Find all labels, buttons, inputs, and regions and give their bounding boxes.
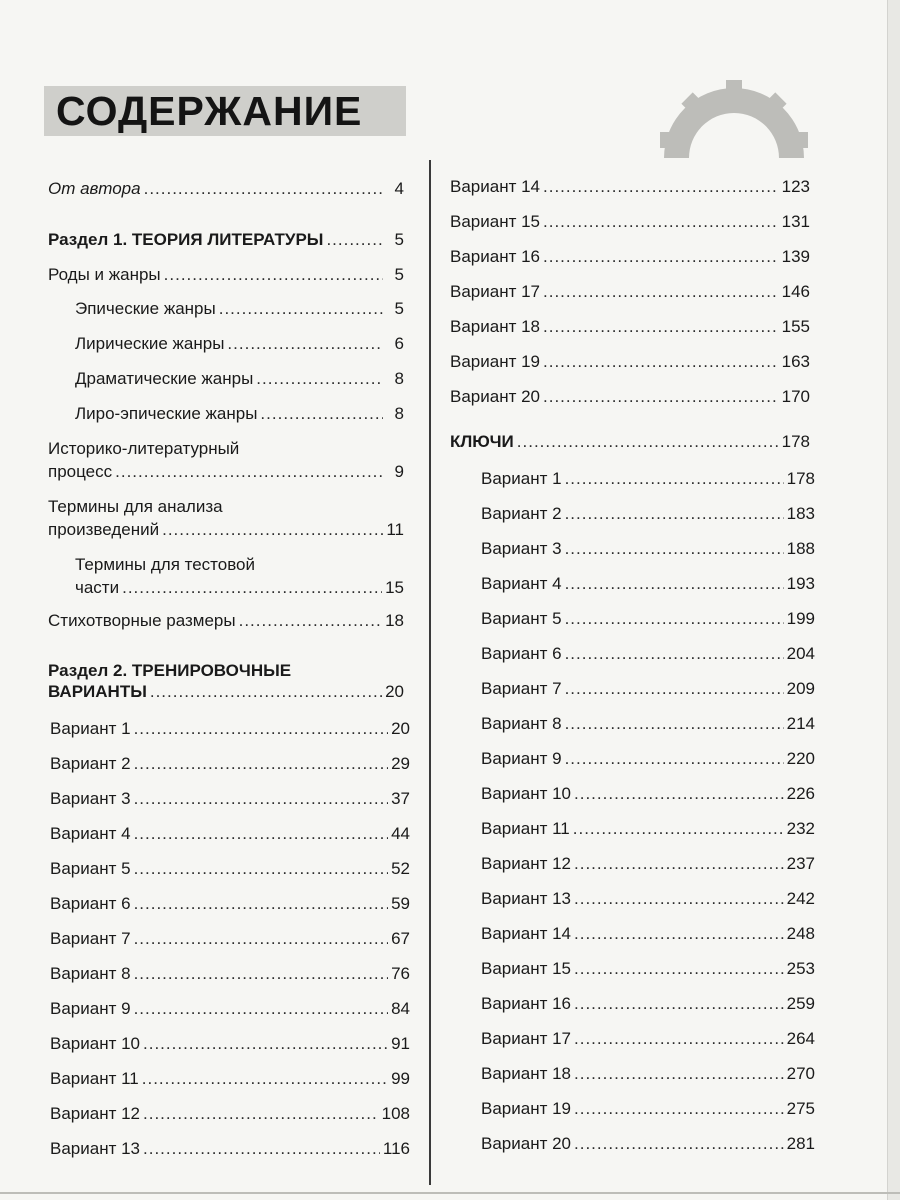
toc-entry-page-number: 199 [786,609,815,628]
toc-entry-page-number: 193 [786,574,815,593]
dot-leader [565,748,784,770]
toc-entry-key-variant-18[interactable] [481,1063,815,1085]
toc-entry-label: Вариант 8 [481,714,562,733]
toc-entry-page-number: 242 [786,889,815,908]
dot-leader [565,468,784,490]
dot-leader [134,928,389,950]
toc-entry-key-variant-3[interactable] [481,538,815,560]
dot-leader [134,998,389,1020]
toc-entry-page-number: 209 [786,679,815,698]
toc-entry-page-number: 226 [786,784,815,803]
page-edge [887,0,900,1200]
toc-entry-page-number: 270 [786,1064,815,1083]
toc-entry-terms-line1: Термины для анализа [48,497,223,516]
toc-entry-key-variant-14[interactable] [481,923,815,945]
dot-leader [574,853,784,875]
column-divider [429,160,431,1185]
page-title: СОДЕРЖАНИЕ [44,86,406,136]
toc-entry-variant-2[interactable] [450,211,810,233]
dot-leader [543,316,779,338]
dot-leader [543,176,779,198]
toc-entry-key-variant-5[interactable] [481,608,815,630]
dot-leader [543,351,779,373]
dot-leader [543,386,779,408]
gear-icon [654,78,814,158]
toc-entry-label: Вариант 19 [481,1099,572,1118]
toc-entry-label: Вариант 2 [481,504,562,523]
dot-leader [574,1028,784,1050]
toc-entry-section-2[interactable]: ВАРИАНТЫ ..... 20 [48,681,404,703]
toc-entry-variant-7[interactable] [50,928,410,950]
dot-leader [134,718,389,740]
bottom-rule [0,1192,900,1194]
toc-entry-label: Вариант 16 [450,247,541,266]
toc-entry-key-variant-4[interactable] [481,573,815,595]
toc-entry-page-number: 188 [786,539,815,558]
toc-entry-page-number: 264 [786,1029,815,1048]
toc-entry-label: Вариант 6 [50,894,131,913]
toc-entry-page-number: 52 [391,859,410,878]
toc-entry-key-variant-20[interactable] [481,1133,815,1155]
toc-entry-section-1[interactable]: Раздел 1. ТЕОРИЯ ЛИТЕРАТУРЫ ..... 5 [48,229,404,251]
toc-entry-label: Вариант 14 [481,924,572,943]
toc-entry-from-author[interactable]: От автора ..... 4 [48,178,404,200]
toc-entry-page-number: 146 [781,282,810,301]
toc-entry-history-line1: Историко-литературный [48,439,240,458]
toc-entry-page-number: 183 [786,504,815,523]
toc-entry-test-terms[interactable]: части ..... 15 [75,577,404,599]
toc-entry-page-number: 178 [786,469,815,488]
toc-entry-key-variant-8[interactable] [481,713,815,735]
dot-leader [574,1133,784,1155]
toc-entry-variant-10[interactable] [50,1033,410,1055]
toc-entry-variant-9[interactable] [50,998,410,1020]
toc-entry-page-number: 37 [391,789,410,808]
dot-leader [143,1033,388,1055]
toc-entry-page-number: 248 [786,924,815,943]
toc-entry-meters[interactable]: Стихотворные размеры ..... 18 [48,610,404,632]
dot-leader [134,963,389,985]
toc-entry-page-number: 76 [391,964,410,983]
toc-entry-variant-3[interactable] [450,246,810,268]
toc-entry-label: Вариант 8 [50,964,131,983]
toc-entry-variant-5[interactable] [50,858,410,880]
toc-entry-page-number: 108 [381,1104,410,1123]
dot-leader [134,893,389,915]
dot-leader [543,281,779,303]
toc-entry-page-number: 67 [391,929,410,948]
toc-entry-page-number: 123 [781,177,810,196]
dot-leader [143,1138,380,1160]
dot-leader [565,643,784,665]
dot-leader [565,678,784,700]
toc-entry-variant-3[interactable] [50,788,410,810]
dot-leader [573,818,784,840]
toc-entry-page-number: 220 [786,749,815,768]
toc-entry-page-number: 237 [786,854,815,873]
toc-entry-lyroepic[interactable]: Лиро-эпические жанры ..... 8 [75,403,404,425]
toc-entry-label: Вариант 7 [50,929,131,948]
toc-entry-page-number: 139 [781,247,810,266]
toc-entry-page-number: 163 [781,352,810,371]
toc-entry-label: Вариант 20 [450,387,541,406]
toc-entry-section-2-line1: Раздел 2. ТРЕНИРОВОЧНЫЕ [48,661,292,680]
toc-entry-variant-13[interactable] [50,1138,410,1160]
toc-entry-history[interactable]: процесс ..... 9 [48,461,404,483]
toc-entry-key-variant-1[interactable] [481,468,815,490]
toc-entry-page-number: 259 [786,994,815,1013]
toc-entry-variant-7[interactable] [450,386,810,408]
toc-entry-page-number: 170 [781,387,810,406]
toc-entry-label: Вариант 14 [450,177,541,196]
toc-entry-label: Вариант 1 [481,469,562,488]
toc-entry-label: Вариант 6 [481,644,562,663]
dot-leader [134,788,389,810]
toc-entry-key-variant-17[interactable] [481,1028,815,1050]
toc-entry-page-number: 99 [391,1069,410,1088]
toc-entry-variant-1[interactable] [50,718,410,740]
dot-leader [565,573,784,595]
toc-entry-page-number: 253 [786,959,815,978]
dot-leader [574,993,784,1015]
dot-leader [574,1098,784,1120]
toc-entry-label: Вариант 7 [481,679,562,698]
toc-entry-label: Вариант 13 [50,1139,141,1158]
toc-entry-label: Вариант 18 [481,1064,572,1083]
toc-entry-label: Вариант 13 [481,889,572,908]
toc-entry-label: Вариант 10 [481,784,572,803]
toc-entry-label: Вариант 17 [450,282,541,301]
toc-entry-genres[interactable]: Роды и жанры ..... 5 [48,264,404,286]
toc-entry-page-number: 91 [391,1034,410,1053]
toc-entry-label: Вариант 12 [481,854,572,873]
toc-entry-variant-11[interactable] [50,1068,410,1090]
toc-entry-key-variant-12[interactable] [481,853,815,875]
toc-entry-page-number: 29 [391,754,410,773]
toc-entry-variant-12[interactable] [50,1103,410,1125]
toc-entry-page-number: 131 [781,212,810,231]
toc-entry-label: Вариант 9 [50,999,131,1018]
dot-leader [565,713,784,735]
toc-entry-label: Вариант 18 [450,317,541,336]
toc-entry-key-variant-19[interactable] [481,1098,815,1120]
toc-entry-key-variant-6[interactable] [481,643,815,665]
dot-leader [143,1103,379,1125]
toc-entry-key-variant-11[interactable] [481,818,815,840]
toc-entry-label: Вариант 9 [481,749,562,768]
dot-leader [134,823,389,845]
toc-entry-label: Вариант 4 [50,824,131,843]
toc-entry-label: Вариант 11 [481,819,570,838]
dot-leader [574,958,784,980]
toc-entry-variant-8[interactable] [50,963,410,985]
dot-leader [574,1063,784,1085]
dot-leader [543,246,779,268]
toc-entry-label: Вариант 17 [481,1029,572,1048]
toc-entry-label: Вариант 11 [50,1069,139,1088]
toc-entry-page-number: 214 [786,714,815,733]
toc-entry-key-variant-13[interactable] [481,888,815,910]
toc-entry-key-variant-9[interactable] [481,748,815,770]
toc-entry-page-number: 232 [786,819,815,838]
toc-entry-epic[interactable]: Эпические жанры ..... 5 [75,298,404,320]
toc-entry-variant-6[interactable] [450,351,810,373]
dot-leader [574,923,784,945]
toc-entry-label: Вариант 12 [50,1104,141,1123]
toc-entry-key-variant-15[interactable] [481,958,815,980]
toc-entry-label: Вариант 15 [481,959,572,978]
toc-entry-page-number: 116 [382,1139,410,1158]
toc-entry-label: Вариант 5 [481,609,562,628]
toc-entry-variant-1[interactable] [450,176,810,198]
toc-entry-label: Вариант 16 [481,994,572,1013]
toc-entry-key-variant-16[interactable] [481,993,815,1015]
toc-entry-page-number: 59 [391,894,410,913]
toc-entry-label: Вариант 3 [50,789,131,808]
dot-leader [574,783,784,805]
toc-entry-page-number: 44 [391,824,410,843]
toc-entry-keys[interactable]: КЛЮЧИ ..... 178 [450,431,810,453]
toc-entry-label: Вариант 2 [50,754,131,773]
toc-entry-key-variant-2[interactable] [481,503,815,525]
toc-entry-label: Вариант 20 [481,1134,572,1153]
dot-leader [142,1068,388,1090]
toc-entry-label: Вариант 4 [481,574,562,593]
toc-entry-key-variant-10[interactable] [481,783,815,805]
toc-entry-page-number: 84 [391,999,410,1018]
toc-entry-label: Вариант 5 [50,859,131,878]
toc-entry-label: Вариант 1 [50,719,131,738]
toc-entry-label: Вариант 19 [450,352,541,371]
toc-entry-lyric[interactable]: Лирические жанры ..... 6 [75,333,404,355]
toc-entry-variant-5[interactable] [450,316,810,338]
dot-leader [134,858,389,880]
toc-entry-page-number: 20 [391,719,410,738]
dot-leader [565,503,784,525]
toc-entry-key-variant-7[interactable] [481,678,815,700]
toc-entry-page-number: 281 [786,1134,815,1153]
toc-entry-label: Вариант 3 [481,539,562,558]
toc-entry-label: Вариант 10 [50,1034,141,1053]
toc-entry-variant-2[interactable] [50,753,410,775]
toc-entry-label: Вариант 15 [450,212,541,231]
dot-leader [134,753,389,775]
toc-entry-page-number: 275 [786,1099,815,1118]
toc-entry-page-number: 204 [786,644,815,663]
toc-entry-terms[interactable]: произведений ..... 11 [48,519,404,541]
toc-entry-drama[interactable]: Драматические жанры ..... 8 [75,368,404,390]
dot-leader [565,538,784,560]
dot-leader [565,608,784,630]
toc-entry-variant-4[interactable] [50,823,410,845]
toc-entry-variant-4[interactable] [450,281,810,303]
toc-entry-variant-6[interactable] [50,893,410,915]
toc-entry-test-terms-line1: Термины для тестовой [75,555,256,574]
toc-entry-page-number: 155 [781,317,810,336]
dot-leader [543,211,779,233]
dot-leader [574,888,784,910]
